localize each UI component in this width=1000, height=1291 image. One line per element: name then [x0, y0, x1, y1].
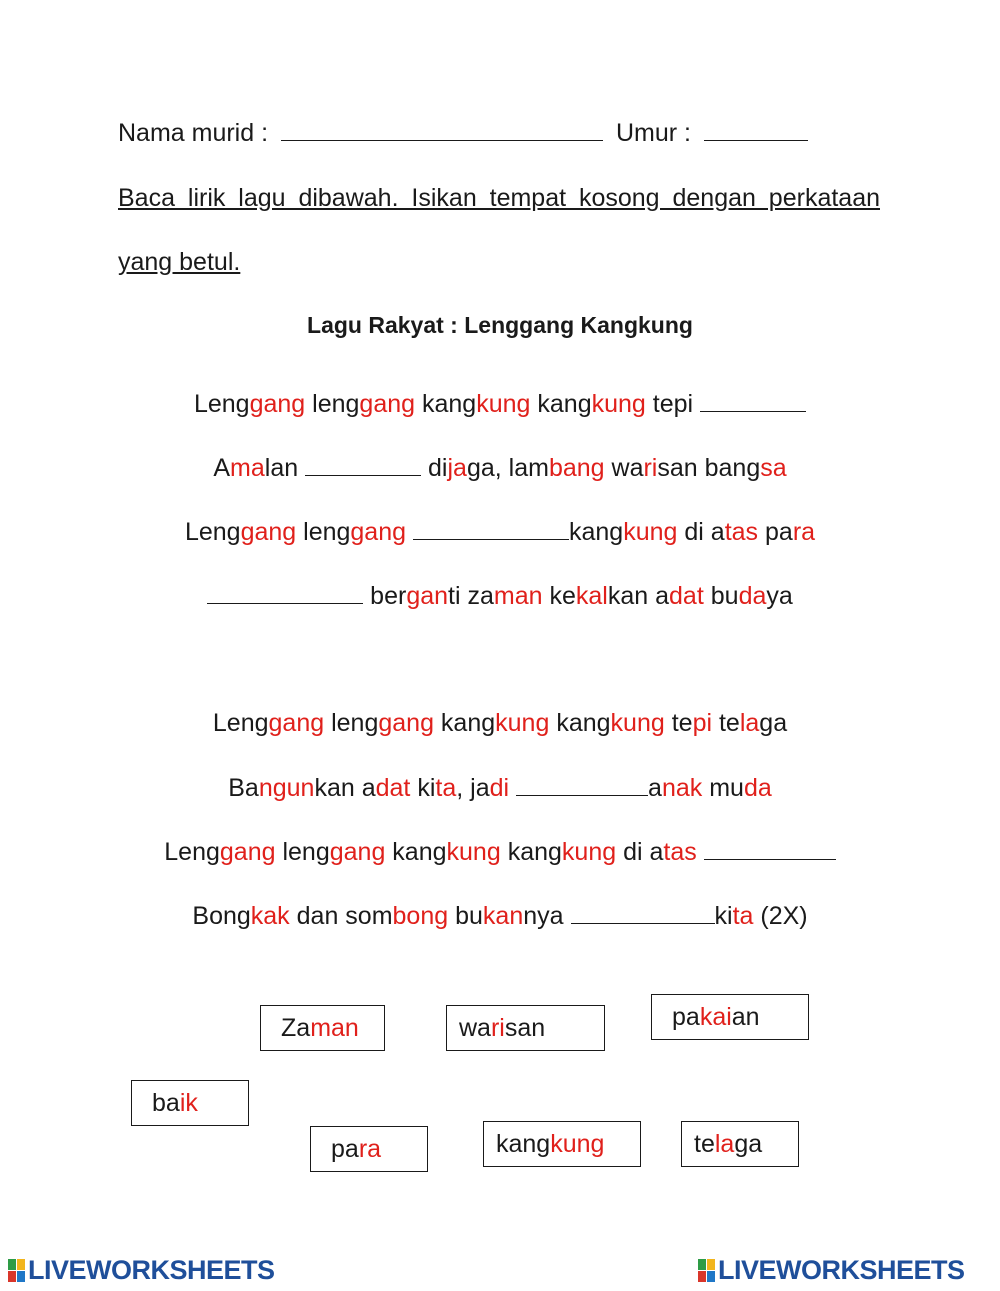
- lyric-text: leng: [324, 709, 379, 737]
- lyric-text: ga: [759, 709, 788, 737]
- lyric-text: Za: [281, 1013, 311, 1042]
- age-label: Umur :: [615, 119, 691, 147]
- lyric-text: ti za: [448, 582, 494, 610]
- lyric-text: kang: [433, 709, 496, 737]
- lyric-line: [0, 389, 1000, 419]
- highlighted-syllable: di: [489, 774, 510, 802]
- highlighted-syllable: kai: [699, 1002, 732, 1031]
- lyric-line: [0, 709, 1000, 738]
- highlighted-syllable: man: [493, 582, 543, 610]
- lyric-text: leng: [305, 390, 360, 418]
- lyric-text: te: [664, 709, 693, 737]
- liveworksheets-icon: [698, 1259, 715, 1282]
- lyric-line: [0, 453, 1000, 483]
- highlighted-syllable: la: [714, 1129, 735, 1158]
- lyric-text: kang: [549, 709, 611, 737]
- lyric-line: [0, 517, 1000, 547]
- lyric-text: te: [712, 709, 740, 737]
- lyric-text: san: [504, 1013, 546, 1042]
- lyric-text: an: [731, 1002, 760, 1031]
- lyric-line: [0, 773, 1000, 803]
- highlighted-syllable: gang: [219, 838, 276, 866]
- highlighted-syllable: kung: [610, 709, 665, 737]
- highlighted-syllable: da: [743, 774, 772, 802]
- word-box-para[interactable]: [310, 1126, 428, 1172]
- highlighted-syllable: kung: [561, 838, 617, 866]
- lyric-text: Leng: [212, 709, 269, 737]
- lyric-line: [0, 901, 1000, 931]
- highlighted-syllable: ja: [447, 454, 467, 482]
- highlighted-syllable: da: [738, 582, 767, 610]
- lyric-text: kang: [496, 1129, 551, 1158]
- lyric-text: tepi: [645, 390, 701, 418]
- lyric-text: pa: [672, 1002, 700, 1031]
- brand-text: LIVEWORKSHEETS: [28, 1255, 275, 1285]
- word-box-warisan[interactable]: [446, 1005, 605, 1051]
- song-title: Lagu Rakyat : Lenggang Kangkung: [307, 312, 693, 338]
- lyric-text: [509, 774, 516, 802]
- lyric-text: Leng: [193, 390, 250, 418]
- lyric-text: lan: [264, 454, 306, 482]
- lyric-text: Leng: [164, 838, 220, 866]
- lyric-text: ga: [734, 1129, 763, 1158]
- highlighted-syllable: gan: [406, 582, 449, 610]
- lyric-text: kang: [530, 390, 592, 418]
- word-box-baik[interactable]: [131, 1080, 249, 1126]
- lyric-text: [406, 518, 413, 546]
- age-blank[interactable]: [704, 118, 808, 141]
- lyric-text: pa: [758, 518, 793, 546]
- highlighted-syllable: kung: [550, 1129, 605, 1158]
- lyric-text: di: [421, 454, 448, 482]
- answer-blank[interactable]: [413, 517, 569, 540]
- brand-text: LIVEWORKSHEETS: [718, 1255, 965, 1285]
- lyric-text: ya: [766, 582, 793, 610]
- instruction: Baca lirik lagu dibawah. Isikan tempat kosong dengan perkataan yang betul.: [118, 184, 880, 276]
- highlighted-syllable: nak: [661, 774, 703, 802]
- lyric-text: san bang: [657, 454, 761, 482]
- highlighted-syllable: kung: [591, 390, 646, 418]
- word-box-telaga[interactable]: [681, 1121, 799, 1167]
- name-blank[interactable]: [281, 118, 603, 141]
- highlighted-syllable: kung: [476, 390, 531, 418]
- highlighted-syllable: ma: [230, 454, 265, 482]
- lyric-text: bu: [448, 902, 483, 930]
- answer-blank[interactable]: [704, 837, 836, 860]
- lyric-text: (2X): [753, 902, 808, 930]
- lyric-text: pa: [331, 1134, 359, 1163]
- lyric-text: Bong: [192, 902, 251, 930]
- lyric-line: [0, 581, 1000, 611]
- highlighted-syllable: ri: [643, 454, 658, 482]
- highlighted-syllable: gang: [359, 390, 416, 418]
- highlighted-syllable: ta: [732, 902, 754, 930]
- lyric-text: kang: [385, 838, 447, 866]
- highlighted-syllable: gang: [378, 709, 434, 737]
- highlighted-syllable: tas: [724, 518, 759, 546]
- highlighted-syllable: ngun: [258, 774, 315, 802]
- liveworksheets-logo-left: [8, 1255, 275, 1286]
- highlighted-syllable: gang: [350, 518, 407, 546]
- lyric-text: a: [648, 774, 662, 802]
- liveworksheets-icon: [8, 1259, 25, 1282]
- lyric-text: wa: [604, 454, 644, 482]
- lyric-text: Ba: [228, 774, 259, 802]
- word-box-zaman[interactable]: [260, 1005, 385, 1051]
- highlighted-syllable: bong: [392, 902, 449, 930]
- lyric-text: mu: [702, 774, 744, 802]
- lyric-text: ki: [410, 774, 436, 802]
- lyric-text: leng: [296, 518, 351, 546]
- lyric-text: A: [213, 454, 231, 482]
- highlighted-syllable: bang: [548, 454, 605, 482]
- lyric-text: [697, 838, 704, 866]
- answer-blank[interactable]: [207, 581, 363, 604]
- lyric-text: ki: [714, 902, 733, 930]
- lyric-text: kan a: [607, 582, 670, 610]
- lyric-text: kang: [500, 838, 562, 866]
- lyric-text: ba: [152, 1088, 180, 1117]
- highlighted-syllable: gang: [329, 838, 386, 866]
- highlighted-syllable: ra: [792, 518, 816, 546]
- answer-blank[interactable]: [571, 901, 715, 924]
- highlighted-syllable: ik: [179, 1088, 198, 1117]
- lyric-text: kang: [415, 390, 477, 418]
- name-label: Nama murid :: [118, 119, 269, 147]
- highlighted-syllable: sa: [760, 454, 787, 482]
- highlighted-syllable: gang: [268, 709, 325, 737]
- answer-blank[interactable]: [516, 773, 648, 796]
- highlighted-syllable: man: [310, 1013, 359, 1042]
- highlighted-syllable: kal: [575, 582, 608, 610]
- lyric-text: kang: [568, 518, 624, 546]
- highlighted-syllable: kung: [623, 518, 678, 546]
- highlighted-syllable: dat: [375, 774, 411, 802]
- highlighted-syllable: tas: [663, 838, 697, 866]
- liveworksheets-logo-right: [698, 1255, 965, 1286]
- lyric-text: ga, lam: [466, 454, 549, 482]
- highlighted-syllable: kung: [495, 709, 550, 737]
- lyric-text: leng: [275, 838, 330, 866]
- highlighted-syllable: kung: [446, 838, 501, 866]
- lyric-text: ber: [363, 582, 407, 610]
- highlighted-syllable: dat: [669, 582, 704, 610]
- lyric-text: wa: [459, 1013, 491, 1042]
- word-box-pakaian[interactable]: [651, 994, 809, 1040]
- highlighted-syllable: kan: [482, 902, 524, 930]
- lyric-text: te: [694, 1129, 715, 1158]
- lyric-text: , ja: [456, 774, 490, 802]
- answer-blank[interactable]: [700, 389, 806, 412]
- highlighted-syllable: gang: [240, 518, 297, 546]
- lyric-line: [0, 837, 1000, 867]
- highlighted-syllable: ra: [358, 1134, 382, 1163]
- highlighted-syllable: ri: [490, 1013, 505, 1042]
- lyric-text: di a: [677, 518, 725, 546]
- highlighted-syllable: kak: [250, 902, 290, 930]
- answer-blank[interactable]: [305, 453, 421, 476]
- lyric-text: ke: [542, 582, 576, 610]
- lyric-text: dan som: [289, 902, 393, 930]
- word-box-kangkung[interactable]: [483, 1121, 641, 1167]
- lyric-text: kan a: [314, 774, 376, 802]
- name-age-row: [118, 118, 808, 148]
- lyric-text: di a: [616, 838, 664, 866]
- highlighted-syllable: ta: [435, 774, 457, 802]
- highlighted-syllable: gang: [249, 390, 306, 418]
- lyric-text: Leng: [184, 518, 241, 546]
- highlighted-syllable: la: [739, 709, 760, 737]
- lyric-text: nya: [523, 902, 571, 930]
- highlighted-syllable: pi: [692, 709, 713, 737]
- lyric-text: bu: [703, 582, 739, 610]
